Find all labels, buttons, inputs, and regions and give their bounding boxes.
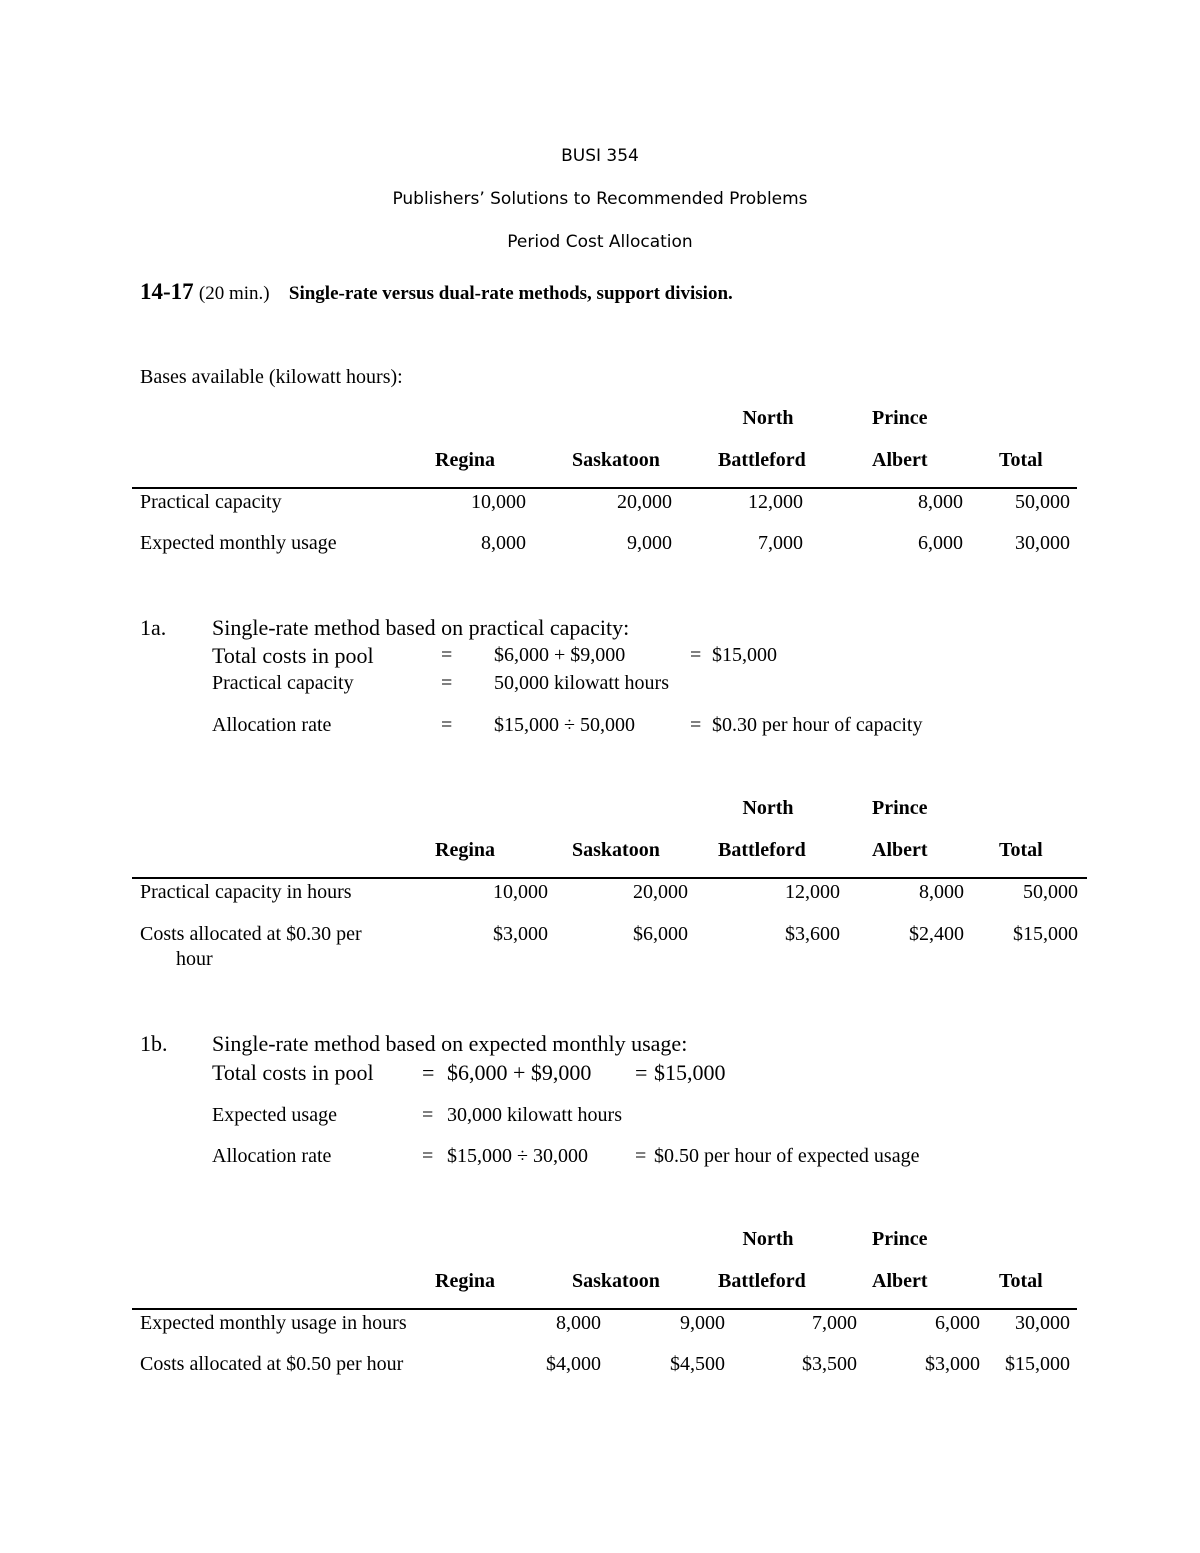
part-1a-label: 1a. bbox=[140, 615, 167, 640]
problem-time: (20 min.) bbox=[198, 283, 270, 304]
equals-sign: = bbox=[690, 714, 702, 736]
table1-col-albert: Albert bbox=[872, 449, 928, 471]
table3-col-north: North bbox=[742, 1228, 794, 1250]
table-cell: 30,000 bbox=[1015, 532, 1070, 554]
table3-col-battleford: Battleford bbox=[718, 1270, 806, 1292]
table1-col-north: North bbox=[742, 407, 794, 429]
equals-sign: = bbox=[441, 714, 453, 736]
table2-row-label: Costs allocated at $0.30 per bbox=[140, 923, 362, 945]
document-topic: Period Cost Allocation bbox=[507, 232, 693, 252]
table-cell: 12,000 bbox=[748, 491, 803, 513]
table-cell: 20,000 bbox=[617, 491, 672, 513]
table-cell: 6,000 bbox=[935, 1312, 980, 1334]
table3-col-albert: Albert bbox=[872, 1270, 928, 1292]
problem-heading bbox=[140, 279, 733, 305]
equals-sign: = bbox=[635, 1060, 648, 1085]
calc-expression: $6,000 + $9,000 bbox=[494, 644, 626, 666]
table-cell: 7,000 bbox=[812, 1312, 857, 1334]
table-cell: 30,000 bbox=[1015, 1312, 1070, 1334]
calc-result: $0.50 per hour of expected usage bbox=[654, 1145, 920, 1167]
table1-row-label: Practical capacity bbox=[140, 491, 282, 513]
part-1b-label: 1b. bbox=[140, 1031, 168, 1056]
table1-col-prince: Prince bbox=[872, 407, 928, 429]
table-cell: 10,000 bbox=[471, 491, 526, 513]
table-cell: 10,000 bbox=[493, 881, 548, 903]
problem-number: 14-17 bbox=[140, 279, 194, 304]
table-cell: 8,000 bbox=[556, 1312, 601, 1334]
table-cell: $3,000 bbox=[925, 1353, 980, 1375]
table-cell: $3,500 bbox=[802, 1353, 857, 1375]
calc-result: $15,000 bbox=[654, 1060, 726, 1085]
table-cell: 8,000 bbox=[919, 881, 964, 903]
table2-col-north: North bbox=[742, 797, 794, 819]
table-cell: 9,000 bbox=[627, 532, 672, 554]
table3-col-prince: Prince bbox=[872, 1228, 928, 1250]
table3-row-label: Expected monthly usage in hours bbox=[140, 1312, 407, 1334]
calc-expression: $15,000 ÷ 50,000 bbox=[494, 714, 635, 736]
calc-label: Total costs in pool bbox=[212, 643, 374, 668]
equals-sign: = bbox=[690, 644, 702, 666]
table-cell: $3,000 bbox=[493, 923, 548, 945]
table3-col-saskatoon: Saskatoon bbox=[572, 1270, 660, 1292]
table-cell: 6,000 bbox=[918, 532, 963, 554]
table1-rule bbox=[132, 487, 1077, 489]
equals-sign: = bbox=[635, 1145, 647, 1167]
table2-col-total: Total bbox=[999, 839, 1043, 861]
calc-label: Total costs in pool bbox=[212, 1060, 374, 1085]
table1-row-label: Expected monthly usage bbox=[140, 532, 337, 554]
calc-label: Allocation rate bbox=[212, 714, 332, 736]
table2-col-albert: Albert bbox=[872, 839, 928, 861]
table-cell: $6,000 bbox=[633, 923, 688, 945]
table-cell: 7,000 bbox=[758, 532, 803, 554]
table-cell: 8,000 bbox=[481, 532, 526, 554]
calc-expression: $15,000 ÷ 30,000 bbox=[447, 1145, 588, 1167]
table3-rule bbox=[132, 1308, 1077, 1310]
document-subtitle: Publishers’ Solutions to Recommended Problems bbox=[392, 189, 808, 209]
table-cell: 9,000 bbox=[680, 1312, 725, 1334]
table-cell: 50,000 bbox=[1015, 491, 1070, 513]
table-cell: $15,000 bbox=[1013, 923, 1078, 945]
table2-col-saskatoon: Saskatoon bbox=[572, 839, 660, 861]
table2-col-regina: Regina bbox=[435, 839, 495, 861]
calc-expression: $6,000 + $9,000 bbox=[447, 1060, 592, 1085]
calc-result: $15,000 bbox=[712, 644, 777, 666]
part-1a-heading: Single-rate method based on practical capacity: bbox=[212, 615, 630, 640]
table-cell: 20,000 bbox=[633, 881, 688, 903]
calc-label: Practical capacity bbox=[212, 672, 354, 694]
equals-sign: = bbox=[422, 1060, 435, 1085]
table-cell: $15,000 bbox=[1005, 1353, 1070, 1375]
table3-row-label: Costs allocated at $0.50 per hour bbox=[140, 1353, 404, 1375]
table-cell: 12,000 bbox=[785, 881, 840, 903]
table2-rule bbox=[132, 877, 1087, 879]
calc-expression: 50,000 kilowatt hours bbox=[494, 672, 669, 694]
table1-col-total: Total bbox=[999, 449, 1043, 471]
equals-sign: = bbox=[441, 672, 453, 694]
table1-col-battleford: Battleford bbox=[718, 449, 806, 471]
equals-sign: = bbox=[441, 644, 453, 666]
table-cell: 8,000 bbox=[918, 491, 963, 513]
table3-col-regina: Regina bbox=[435, 1270, 495, 1292]
table2-col-battleford: Battleford bbox=[718, 839, 806, 861]
calc-expression: 30,000 kilowatt hours bbox=[447, 1104, 622, 1126]
table-cell: $4,000 bbox=[546, 1353, 601, 1375]
table1-col-saskatoon: Saskatoon bbox=[572, 449, 660, 471]
table1-col-regina: Regina bbox=[435, 449, 495, 471]
table2-col-prince: Prince bbox=[872, 797, 928, 819]
table2-row-label-cont: hour bbox=[176, 948, 213, 970]
equals-sign: = bbox=[422, 1104, 434, 1126]
bases-intro: Bases available (kilowatt hours): bbox=[140, 366, 403, 388]
table-cell: 50,000 bbox=[1023, 881, 1078, 903]
part-1b-heading: Single-rate method based on expected monthly usage: bbox=[212, 1031, 688, 1056]
calc-label: Expected usage bbox=[212, 1104, 337, 1126]
equals-sign: = bbox=[422, 1145, 434, 1167]
course-code: BUSI 354 bbox=[561, 146, 639, 166]
table2-row-label: Practical capacity in hours bbox=[140, 881, 352, 903]
table-cell: $2,400 bbox=[909, 923, 964, 945]
table-cell: $3,600 bbox=[785, 923, 840, 945]
calc-label: Allocation rate bbox=[212, 1145, 332, 1167]
calc-result: $0.30 per hour of capacity bbox=[712, 714, 923, 736]
problem-title: Single-rate versus dual-rate methods, support division. bbox=[288, 283, 733, 304]
table3-col-total: Total bbox=[999, 1270, 1043, 1292]
table-cell: $4,500 bbox=[670, 1353, 725, 1375]
